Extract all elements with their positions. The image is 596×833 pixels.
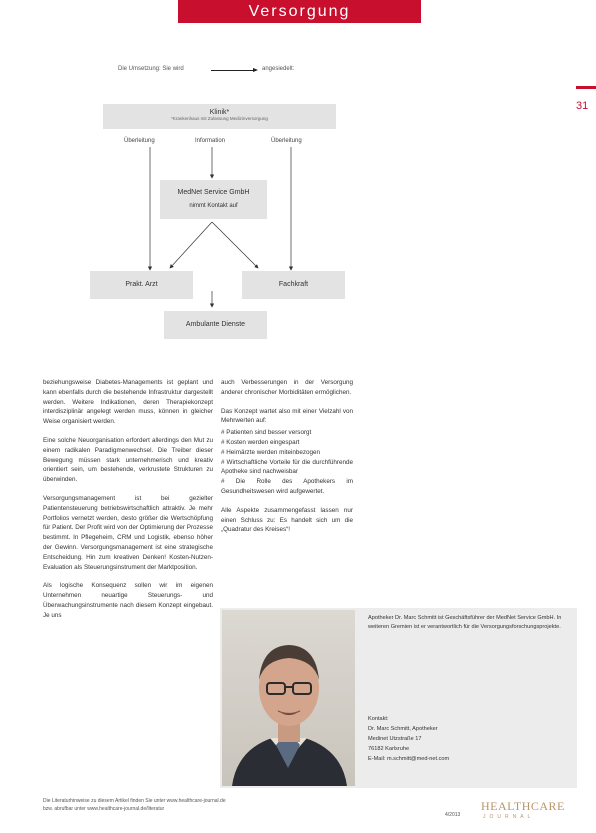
ambulant-box bbox=[164, 311, 267, 339]
list-item: # Heimärzte werden miteinbezogen bbox=[221, 448, 321, 456]
article-left-column bbox=[43, 378, 213, 630]
list-item: # Die Rolle des Apothekers im Gesundheitswesen wird aufgewertet. bbox=[221, 478, 353, 495]
author-bio: Apotheker Dr. Marc Schmitt ist Geschäftsführer der MedNet Service GmbH. In weiteren Gremien ist er verantwortlich für die Versorgungsforschungsprojekte. bbox=[368, 615, 562, 630]
article-paragraph: Eine solche Neuorganisation erfordert allerdings den Mut zu einem radikalen Paradigmenwechsel. Die Treiber dieser Bewegung müssen stark unternehmerisch und kreativ orientiert sein, um bestehende, verkrustete Strukturen zu überwinden. bbox=[43, 436, 213, 484]
klinik-subtitle: *Krankenhaus mit Zulassung Medizinversorgung bbox=[171, 116, 268, 121]
footer-page-label: 4/2013 bbox=[445, 812, 461, 818]
list-item: # Wirtschaftliche Vorteile für die durchführende Apotheke sind nachweisbar bbox=[221, 458, 353, 476]
prakt-arzt-box bbox=[90, 271, 193, 299]
contact-email[interactable]: E-Mail: m.schmitt@med-net.com bbox=[368, 756, 450, 762]
article-right-column bbox=[221, 378, 353, 544]
klinik-box bbox=[103, 104, 336, 129]
kontakt-label: nimmt Kontakt auf bbox=[189, 203, 238, 209]
footnote bbox=[43, 797, 226, 813]
list-item: # Patienten sind besser versorgt bbox=[221, 429, 312, 437]
mednet-box bbox=[160, 180, 267, 219]
prakt-arzt-label: Prakt. Arzt bbox=[125, 281, 158, 288]
article-conclusion: Alle Aspekte zusammengefasst lassen nur einen Schluss zu: Es handelt sich um die „Quadratur des Kreises“! bbox=[221, 506, 353, 534]
connector-to-arzt bbox=[170, 222, 212, 268]
article-paragraph: auch Verbesserungen in der Versorgung anderer chronischer Morbiditäten ermöglichen. bbox=[221, 379, 353, 396]
diagram-caption-left: Die Umsetzung: Sie wird bbox=[118, 66, 184, 72]
label-information: Information bbox=[195, 138, 226, 144]
section-title: Versorgung bbox=[248, 3, 351, 20]
contact-line: Dr. Marc Schmitt, Apotheker bbox=[368, 726, 438, 732]
author-contact bbox=[368, 714, 449, 764]
article-paragraph: Versorgungsmanagement ist bei gezielter Patientensteuerung betriebswirtschaftlich attraktiv. Je mehr Portfolios vernetzt werden, desto größer die Wertschöpfung für Patient. Der Profit wird von der Optimierung der Prozesse bestimmt. In Pflegeheim, CRM und Logistik, ebenso höher der Gewinn. Versorgungsmanagement ist eine strategische Entscheidung. Hin zum kreativen Denken! Kosten-Nutzen-Evaluation als Steuerungsinstrument der Marktposition. bbox=[43, 494, 213, 571]
klinik-title: Klinik* bbox=[209, 109, 230, 116]
ambulant-label: Ambulante Dienste bbox=[185, 321, 246, 328]
contact-line: 76182 Karlsruhe bbox=[368, 746, 410, 752]
footnote-line: Die Literaturhinweise zu diesem Artikel finden Sie unter www.healthcare-journal.de bbox=[43, 798, 226, 804]
connector-to-fachkraft bbox=[212, 222, 258, 268]
contact-line: Medinet Utzstraße 17 bbox=[368, 736, 422, 742]
diagram-caption-right: angesiedelt: bbox=[262, 66, 295, 72]
fachkraft-box bbox=[242, 271, 345, 299]
label-ueberleitung-left: Überleitung bbox=[124, 138, 155, 144]
article-paragraph: beziehungsweise Diabetes-Managements ist geplant und kann ebenfalls durch die bestehende Infrastruktur dargestellt werden. Weitere Indikationen, deren Therapiekonzept interdisziplinär angelegt werden muss, können in gleicher Weise organisiert werden. bbox=[43, 379, 213, 426]
label-ueberleitung-right: Überleitung bbox=[271, 138, 302, 144]
portrait-illustration bbox=[222, 610, 355, 786]
list-intro: Das Konzept wartet also mit einer Vielzahl von Mehrwerten auf: bbox=[221, 407, 353, 425]
fachkraft-label: Fachkraft bbox=[278, 281, 309, 288]
brand-logo: HEALTHCARE bbox=[481, 799, 565, 813]
footnote-line: bzw. abrufbar unter www.healthcare-journal.de/literatur bbox=[43, 806, 165, 812]
list-item: # Kosten werden eingespart bbox=[221, 438, 300, 446]
contact-heading: Kontakt: bbox=[368, 716, 389, 722]
brand-logo-subtitle: JOURNAL bbox=[483, 814, 535, 820]
benefits-list bbox=[221, 428, 353, 497]
mednet-label: MedNet Service GmbH bbox=[177, 189, 250, 196]
author-photo bbox=[222, 610, 355, 786]
article-paragraph: Als logische Konsequenz sollen wir im eigenen Unternehmen neuartige Steuerungs- und Überwachungsinstrumente nach diesem Konzept eingebaut. Je uns bbox=[43, 582, 213, 619]
page-number: 31 bbox=[576, 100, 589, 112]
